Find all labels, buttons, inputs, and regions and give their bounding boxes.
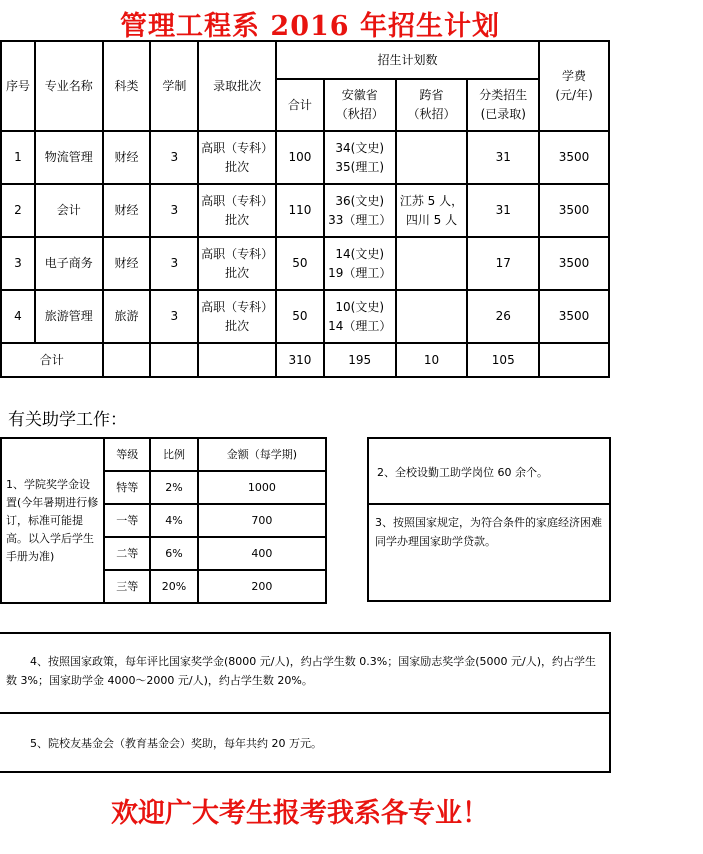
cell-sum-label: 合计: [1, 343, 103, 377]
aid-section-heading: 有关助学工作：: [8, 410, 127, 430]
welcome-slogan: 欢迎广大考生报考我系各专业！: [111, 798, 489, 829]
note-student-loan: 3、按照国家规定，为符合条件的家庭经济困难同学办理国家助学贷款。: [375, 516, 602, 548]
table-row: [1, 184, 609, 237]
cell-major: 电子商务: [35, 237, 103, 290]
cell-anhui: 36(文史) 33（理工）: [324, 184, 396, 237]
header-cross-province: 跨省 （秋招）: [396, 79, 468, 131]
cell-amount: 200: [198, 570, 326, 603]
enrollment-plan-table: [0, 40, 610, 378]
header-fee: 学费 (元/年): [539, 41, 609, 131]
cell-amount: 400: [198, 537, 326, 570]
scholarship-description: 1、学院奖学金设置(今年暑期进行修订，标准可能提高。以入学后学生手册为准): [1, 438, 104, 603]
cell-fee: 3500: [539, 237, 609, 290]
header-level: 等级: [104, 438, 150, 471]
cell-seq: 4: [1, 290, 35, 343]
cell-fee: 3500: [539, 290, 609, 343]
page-title: 管理工程系 2016 年招生计划: [120, 11, 500, 42]
table-row: [1, 131, 609, 184]
cell-major: 旅游管理: [35, 290, 103, 343]
header-total: 合计: [276, 79, 324, 131]
cell-level: 二等: [104, 537, 150, 570]
cell-classified: 26: [467, 290, 539, 343]
cell-anhui: 14(文史) 19（理工）: [324, 237, 396, 290]
table-row: [1, 237, 609, 290]
header-anhui: 安徽省 （秋招）: [324, 79, 396, 131]
header-classified: 分类招生 (已录取): [467, 79, 539, 131]
cell-amount: 1000: [198, 471, 326, 504]
cell-classified: 31: [467, 131, 539, 184]
cell-batch: 高职（专科） 批次: [198, 290, 276, 343]
table-row-sum: [1, 343, 609, 377]
header-seq: 序号: [1, 41, 35, 131]
cell-sum-classified: 105: [467, 343, 539, 377]
cell-level: 特等: [104, 471, 150, 504]
cell-major: 会计: [35, 184, 103, 237]
cell-years: 3: [150, 290, 198, 343]
aid-notes-box: [367, 437, 611, 602]
cell-category: 旅游: [103, 290, 151, 343]
cell-category: 财经: [103, 131, 151, 184]
table-row: [1, 290, 609, 343]
note-national-scholarship: 4、按照国家政策，每年评比国家奖学金(8000 元/人)，约占学生数 0.3%；国家励志奖学金(5000 元/人)，约占学生数 3%；国家助学金 4000～2000 元/人)，约占学生数 20%。: [0, 634, 609, 714]
cell-cross: [396, 237, 468, 290]
cell-cross: [396, 131, 468, 184]
cell-total: 50: [276, 290, 324, 343]
cell-fee: 3500: [539, 184, 609, 237]
header-ratio: 比例: [150, 438, 198, 471]
cell-sum-cross: 10: [396, 343, 468, 377]
cell-fee: 3500: [539, 131, 609, 184]
cell-anhui: 10(文史) 14（理工）: [324, 290, 396, 343]
cell-cross: [396, 290, 468, 343]
cell-seq: 1: [1, 131, 35, 184]
cell-classified: 17: [467, 237, 539, 290]
cell-empty: [198, 343, 276, 377]
cell-sum-total: 310: [276, 343, 324, 377]
cell-level: 三等: [104, 570, 150, 603]
header-batch: 录取批次: [198, 41, 276, 131]
note-work-study: 2、全校设勤工助学岗位 60 余个。: [369, 439, 609, 505]
cell-ratio: 2%: [150, 471, 198, 504]
header-years: 学制: [150, 41, 198, 131]
cell-batch: 高职（专科） 批次: [198, 131, 276, 184]
cell-ratio: 4%: [150, 504, 198, 537]
national-aid-box: [0, 632, 611, 773]
cell-classified: 31: [467, 184, 539, 237]
cell-total: 110: [276, 184, 324, 237]
note-alumni-fund: 5、院校友基金会（教育基金会）奖助，每年共约 20 万元。: [30, 737, 322, 750]
cell-years: 3: [150, 184, 198, 237]
header-quota: 招生计划数: [276, 41, 539, 79]
cell-batch: 高职（专科） 批次: [198, 184, 276, 237]
cell-total: 100: [276, 131, 324, 184]
cell-years: 3: [150, 131, 198, 184]
cell-seq: 2: [1, 184, 35, 237]
header-amount: 金额（每学期): [198, 438, 326, 471]
scholarship-table: [0, 437, 327, 604]
cell-seq: 3: [1, 237, 35, 290]
cell-ratio: 6%: [150, 537, 198, 570]
cell-cross: 江苏 5 人， 四川 5 人: [396, 184, 468, 237]
cell-level: 一等: [104, 504, 150, 537]
cell-anhui: 34(文史) 35(理工): [324, 131, 396, 184]
cell-batch: 高职（专科） 批次: [198, 237, 276, 290]
cell-empty: [539, 343, 609, 377]
header-major: 专业名称: [35, 41, 103, 131]
cell-empty: [103, 343, 151, 377]
cell-amount: 700: [198, 504, 326, 537]
cell-major: 物流管理: [35, 131, 103, 184]
cell-empty: [150, 343, 198, 377]
cell-ratio: 20%: [150, 570, 198, 603]
cell-sum-anhui: 195: [324, 343, 396, 377]
cell-years: 3: [150, 237, 198, 290]
cell-total: 50: [276, 237, 324, 290]
cell-category: 财经: [103, 237, 151, 290]
header-category: 科类: [103, 41, 151, 131]
cell-category: 财经: [103, 184, 151, 237]
